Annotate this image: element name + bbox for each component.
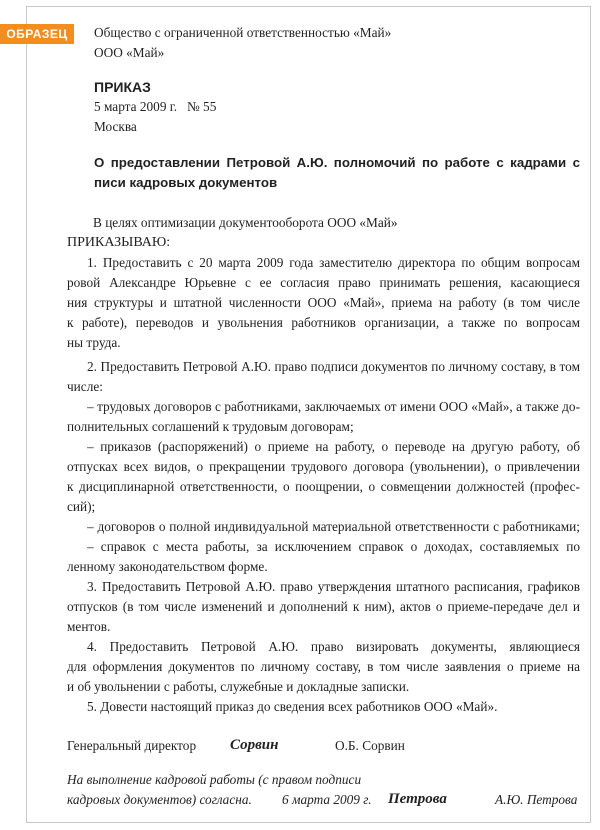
agreement-text: На выполнение кадровой работы (с правом подписи [67,772,362,787]
employee-signature: Петрова [388,791,447,807]
list-item-line: – договоров о полной индивидуальной материальной ответственности с работниками; [87,519,580,534]
list-item-line: сий); [67,499,96,514]
org-short-name: ООО «Май» [94,45,165,60]
paragraph-line: 3. Предоставить Петровой А.Ю. право утверждения штатного расписания, графиков [87,579,580,594]
paragraph-line: и об увольнении с работы, служебные и докладные записки. [67,679,410,694]
order-city: Москва [94,119,137,134]
paragraph-line: к работе), переводов и увольнения работников организации, а также по вопросам [67,315,580,330]
list-item-line: отпусках всех видов, о прекращении трудового договора (увольнении), о привлечении [67,459,580,474]
order-title: ПРИКАЗ [94,79,151,95]
order-subject-line: О предоставлении Петровой А.Ю. полномочий по работе с кадрами с [94,155,580,170]
list-item-line: – приказов (распоряжений) о приеме на работу, о переводе на другую работу, об [87,439,580,454]
paragraph-line: числе: [67,379,103,394]
paragraph-line: отпусков (в том числе изменений и дополнений к ним), актов о приеме-передаче дел и [67,599,580,614]
order-word: ПРИКАЗЫВАЮ: [67,235,171,250]
sample-badge: ОБРАЗЕЦ [0,24,74,44]
paragraph-line: ния структуры и штатной численности ООО «Май», приема на работу (в том числе [67,295,580,310]
order-date-number: 5 марта 2009 г. № 55 [94,99,217,114]
order-subject-line: писи кадровых документов [94,175,278,190]
paragraph-line: 2. Предоставить Петровой А.Ю. право подписи документов по личному составу, в том [87,359,580,374]
paragraph-line: 4. Предоставить Петровой А.Ю. право визировать документы, являющиеся [87,639,580,654]
agreement-date: 6 марта 2009 г. [282,792,372,807]
director-signature: Сорвин [230,737,279,753]
list-item-line: полнительных соглашений к трудовым договорам; [67,419,354,434]
org-full-name: Общество с ограниченной ответственностью «Май» [94,25,392,40]
signatory-position: Генеральный директор [67,738,197,753]
list-item-line: к дисциплинарной ответственности, о поощрении, о совмещении должностей (профес- [67,479,580,494]
agreement-text: кадровых документов) согласна. [67,792,252,807]
paragraph-line: ровой Александре Юрьевне с ее согласия право принимать решения, касающиеся [67,275,580,290]
list-item-line: – справок с места работы, за исключением справок о доходах, составляемых по [87,539,580,554]
paragraph-line: 1. Предоставить с 20 марта 2009 года заместителю директора по общим вопросам [87,255,580,270]
paragraph-line: ны труда. [67,335,121,350]
paragraph-line: для оформления документов по личному составу, в том числе заявления о приеме на [67,659,580,674]
list-item-line: ленному законодательством форме. [67,559,268,574]
employee-name: А.Ю. Петрова [495,792,578,807]
paragraph-line: 5. Довести настоящий приказ до сведения всех работников ООО «Май». [87,699,498,714]
intro-text: В целях оптимизации документооборота ООО «Май» [93,215,398,230]
signatory-name: О.Б. Сорвин [335,738,405,753]
paragraph-line: ментов. [67,619,111,634]
list-item-line: – трудовых договоров с работниками, заключаемых от имени ООО «Май», а также до- [87,399,580,414]
